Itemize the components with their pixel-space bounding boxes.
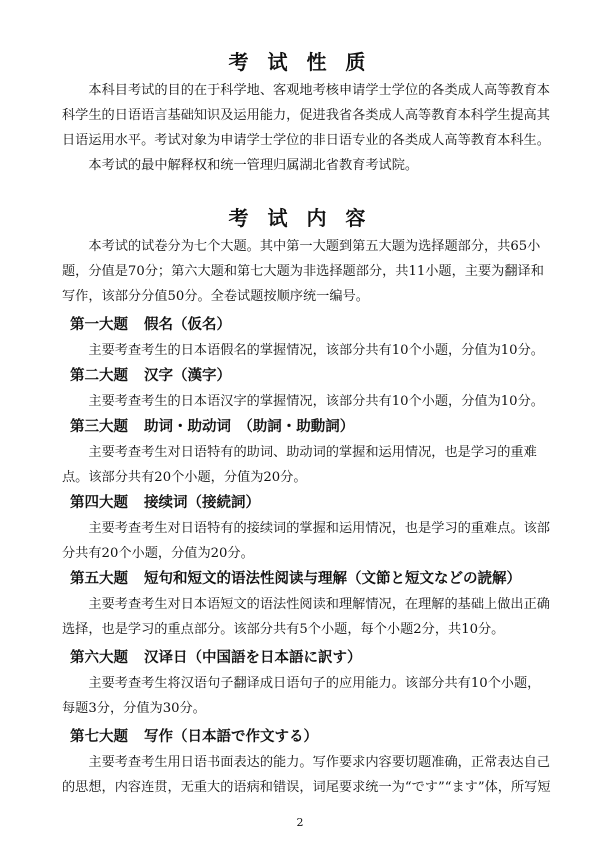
part-4-description: 主要考查考生对日语特有的接续词的掌握和运用情况，也是学习的重难点。该部分共有20个小题，分值为20分。 [62,521,550,561]
part-5-number: 第五大题 [70,571,128,587]
part-1-title: 假名（仮名） [144,317,231,333]
part-1-heading [70,313,590,334]
part-5-description: 主要考查考生对日本语短文的语法性阅读和理解情况，在理解的基础上做出正确选择，也是学习的重点部分。该部分共有5个小题，每个小题2分，共10分。 [62,597,550,637]
nature-paragraph-2: 本考试的最中解释权和统一管理归属湖北省教育考试院。 [88,158,419,173]
part-7-number: 第七大题 [70,729,128,745]
part-5-heading [70,567,590,588]
part-7-title: 写作（日本語で作文する） [144,729,318,745]
part-4-title: 接续词（接続詞） [144,495,260,511]
part-7-description: 主要考查考生用日语书面表达的能力。写作要求内容要切题准确，正常表达自己的思想，内容连贯，无重大的语病和错误，词尾要求统一为“です”“ます”体，所写短 [62,755,551,795]
part-4-heading [70,491,590,512]
part-6-number: 第六大题 [70,650,128,666]
part-2-description: 主要考查考生的日本语汉字的掌握情况，该部分共有10个小题，分值为10分。 [88,394,544,409]
part-5-title: 短句和短文的语法性阅读与理解（文節と短文などの読解） [144,571,521,587]
page-number: 2 [296,816,304,829]
part-3-title: 助词・助动词 （助詞・助動詞） [144,419,355,435]
part-3-description: 主要考查考生对日语特有的助词、助动词的掌握和运用情况，也是学习的重难点。该部分共有20个小题，分值为20分。 [62,445,537,485]
section-title-nature: 考 试 性 质 [228,50,372,74]
part-3-number: 第三大题 [70,419,128,435]
part-3-heading [70,415,590,436]
part-6-heading [70,646,590,667]
part-1-description: 主要考查考生的日本语假名的掌握情况，该部分共有10个小题，分值为10分。 [88,343,544,358]
part-7-heading [70,725,590,746]
part-6-title: 汉译日（中国語を日本語に訳す） [144,650,362,666]
part-2-heading [70,364,590,385]
part-2-title: 汉字（漢字） [144,368,231,384]
content-intro: 本考试的试卷分为七个大题。其中第一大题到第五大题为选择题部分，共65小题，分值是70分；第六大题和第七大题为非选择题部分，共11小题，主要为翻译和写作，该部分分值50分。全卷试题按顺序统一编号。 [62,239,544,304]
part-6-description: 主要考查考生将汉语句子翻译成日语句子的应用能力。该部分共有10个小题，每题3分，分值为30分。 [62,676,541,716]
section-title-content: 考 试 内 容 [228,206,372,230]
part-4-number: 第四大题 [70,495,128,511]
part-1-number: 第一大题 [70,317,128,333]
nature-paragraph-1: 本科目考试的目的在于科学地、客观地考核申请学士学位的各类成人高等教育本科学生的日语语言基础知识及运用能力，促进我省各类成人高等教育本科学生提高其日语运用水平。考试对象为申请学士学位的非日语专业的各类成人高等教育本科生。 [62,83,550,148]
part-2-number: 第二大题 [70,368,128,384]
